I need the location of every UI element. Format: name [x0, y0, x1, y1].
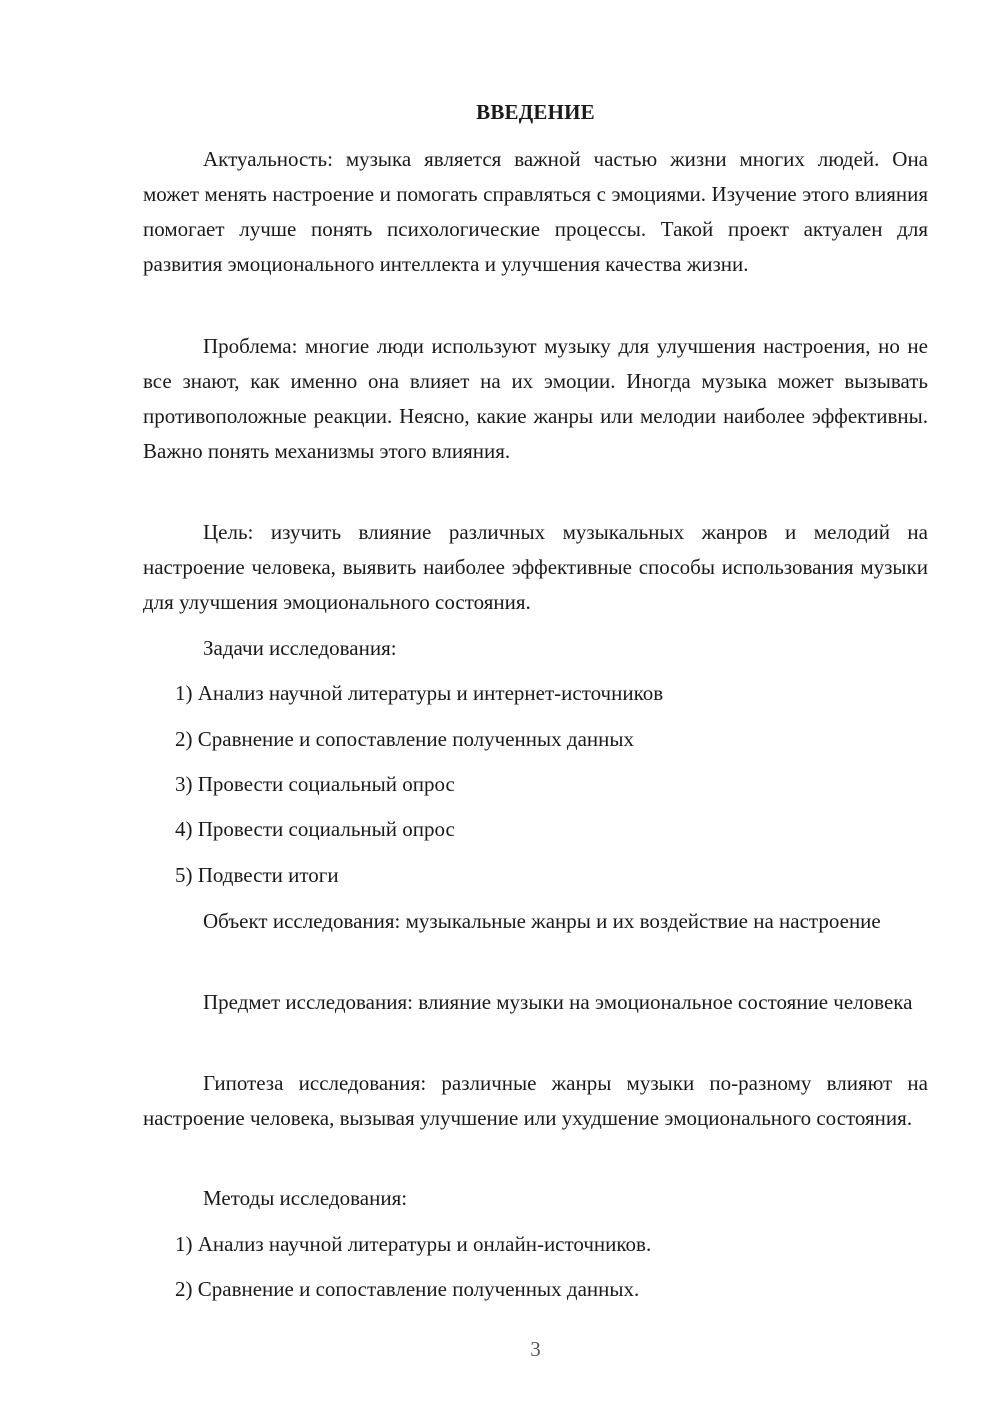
methods-heading: Методы исследования:	[203, 1186, 408, 1210]
task-item-1: 1) Анализ научной литературы и интернет-источников	[175, 681, 664, 705]
task-item-4: 4) Провести социальный опрос	[175, 817, 455, 841]
task-item-2: 2) Сравнение и сопоставление полученных данных	[175, 727, 634, 751]
task-item-3: 3) Провести социальный опрос	[175, 772, 455, 796]
tasks-heading: Задачи исследования:	[203, 636, 397, 660]
object-paragraph: Объект исследования: музыкальные жанры и их воздействие на настроение	[203, 909, 881, 933]
page-number: 3	[530, 1337, 541, 1361]
subject-paragraph: Предмет исследования: влияние музыки на эмоциональное состояние человека	[203, 990, 913, 1014]
goal-paragraph: Цель: изучить влияние различных музыкальных жанров и мелодий на настроение человека, выявить наиболее эффективные способы использования музыки для улучшения эмоционального состояния.	[143, 520, 928, 614]
relevance-paragraph: Актуальность: музыка является важной частью жизни многих людей. Она может менять настроение и помогать справляться с эмоциями. Изучение этого влияния помогает лучше понять психологические процессы. Такой проект актуален для развития эмоционального интеллекта и улучшения качества жизни.	[143, 147, 928, 276]
method-item-2: 2) Сравнение и сопоставление полученных данных.	[175, 1277, 640, 1301]
task-item-5: 5) Подвести итоги	[175, 863, 339, 887]
page-title: ВВЕДЕНИЕ	[476, 100, 595, 124]
method-item-1: 1) Анализ научной литературы и онлайн-источников.	[175, 1232, 652, 1256]
hypothesis-paragraph: Гипотеза исследования: различные жанры музыки по-разному влияют на настроение человека, вызывая улучшение или ухудшение эмоционального состояния.	[143, 1071, 928, 1130]
problem-paragraph: Проблема: многие люди используют музыку для улучшения настроения, но не все знают, как именно она влияет на их эмоции. Иногда музыка может вызывать противоположные реакции. Неясно, какие жанры или мелодии наиболее эффективны. Важно понять механизмы этого влияния.	[143, 334, 928, 463]
